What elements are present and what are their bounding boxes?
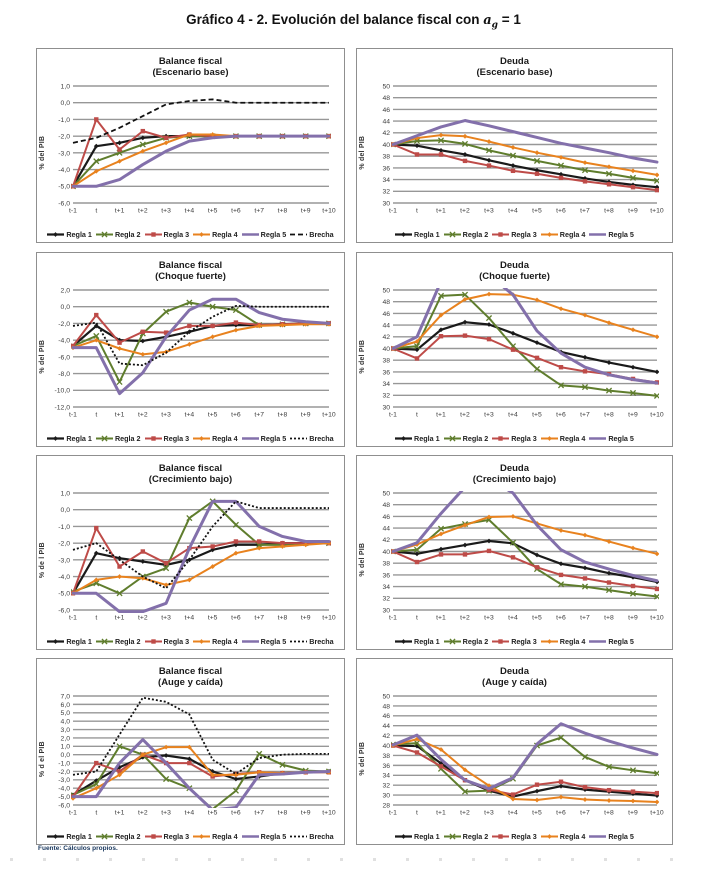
svg-text:t+5: t+5 bbox=[532, 207, 542, 215]
svg-text:48: 48 bbox=[382, 299, 390, 307]
svg-text:t-1: t-1 bbox=[69, 809, 77, 817]
svg-text:-6,0: -6,0 bbox=[58, 354, 70, 362]
svg-text:-12,0: -12,0 bbox=[54, 404, 70, 412]
svg-text:t+5: t+5 bbox=[207, 207, 218, 215]
plot-area bbox=[367, 489, 666, 623]
svg-text:-1,0: -1,0 bbox=[58, 760, 70, 768]
legend-item-regla-1: Regla 1 bbox=[47, 230, 92, 239]
svg-text:t+2: t+2 bbox=[460, 207, 470, 215]
svg-text:-2,0: -2,0 bbox=[58, 768, 70, 776]
svg-text:2,0: 2,0 bbox=[60, 735, 70, 743]
svg-text:t+1: t+1 bbox=[114, 411, 125, 419]
svg-text:t+1: t+1 bbox=[436, 614, 446, 622]
legend-item-regla-4: Regla 4 bbox=[193, 637, 238, 646]
svg-text:t+1: t+1 bbox=[436, 207, 446, 215]
svg-text:32: 32 bbox=[382, 392, 390, 400]
svg-text:3,0: 3,0 bbox=[60, 726, 70, 734]
legend-item-regla-5: Regla 5 bbox=[260, 832, 287, 841]
svg-text:46: 46 bbox=[382, 106, 390, 114]
legend-item-regla-1: Regla 1 bbox=[47, 637, 92, 646]
svg-text:t+8: t+8 bbox=[604, 411, 614, 419]
chart-subtitle: (Crecimiento bajo) bbox=[472, 474, 557, 485]
chart-deuda-auge-y-caida bbox=[356, 658, 673, 845]
svg-text:50: 50 bbox=[382, 287, 390, 295]
svg-text:t: t bbox=[416, 809, 418, 817]
svg-text:-6,0: -6,0 bbox=[58, 200, 70, 208]
svg-text:t+5: t+5 bbox=[532, 809, 542, 817]
chart-subtitle: (Auge y caída) bbox=[482, 677, 547, 688]
svg-text:28: 28 bbox=[382, 802, 390, 810]
svg-text:t+10: t+10 bbox=[322, 411, 336, 419]
svg-text:t: t bbox=[95, 411, 98, 419]
svg-text:t+8: t+8 bbox=[277, 411, 288, 419]
svg-text:t+9: t+9 bbox=[300, 614, 311, 622]
chart-subtitle: (Choque fuerte) bbox=[479, 271, 550, 282]
svg-text:t-1: t-1 bbox=[389, 411, 397, 419]
svg-text:42: 42 bbox=[382, 334, 390, 342]
svg-text:t+1: t+1 bbox=[114, 207, 125, 215]
svg-text:t+6: t+6 bbox=[556, 614, 566, 622]
svg-text:t+4: t+4 bbox=[508, 614, 518, 622]
svg-text:44: 44 bbox=[382, 525, 390, 533]
svg-text:t: t bbox=[416, 614, 418, 622]
legend-item-regla-1: Regla 1 bbox=[395, 434, 440, 443]
legend bbox=[359, 637, 670, 646]
svg-text:32: 32 bbox=[382, 782, 390, 790]
svg-text:t+3: t+3 bbox=[161, 411, 171, 419]
svg-text:t: t bbox=[95, 614, 98, 622]
legend bbox=[359, 230, 670, 239]
svg-text:-2,0: -2,0 bbox=[58, 540, 70, 548]
svg-text:t+1: t+1 bbox=[436, 809, 446, 817]
svg-text:-4,0: -4,0 bbox=[58, 166, 70, 174]
math-subscript-g: g bbox=[491, 20, 498, 31]
svg-text:-5,0: -5,0 bbox=[58, 794, 70, 802]
svg-text:44: 44 bbox=[382, 118, 390, 126]
svg-text:t+9: t+9 bbox=[628, 207, 638, 215]
legend bbox=[39, 230, 342, 239]
svg-text:-3,0: -3,0 bbox=[58, 150, 70, 158]
svg-text:t+7: t+7 bbox=[580, 614, 590, 622]
svg-text:t+4: t+4 bbox=[184, 614, 195, 622]
svg-text:t+8: t+8 bbox=[277, 207, 288, 215]
svg-text:1,0: 1,0 bbox=[60, 743, 70, 751]
svg-text:t+8: t+8 bbox=[277, 614, 288, 622]
y-axis-label: % de l PIB bbox=[39, 541, 46, 578]
svg-text:7,0: 7,0 bbox=[60, 693, 70, 701]
svg-text:44: 44 bbox=[382, 322, 390, 330]
svg-text:-4,0: -4,0 bbox=[58, 337, 70, 345]
svg-text:38: 38 bbox=[382, 357, 390, 365]
svg-text:48: 48 bbox=[382, 502, 390, 510]
legend bbox=[39, 832, 342, 841]
svg-text:46: 46 bbox=[382, 513, 390, 521]
legend-item-regla-5: Regla 5 bbox=[608, 832, 634, 841]
legend-item-regla-5: Regla 5 bbox=[608, 230, 634, 239]
chart-balance-fiscal-choque-fuerte bbox=[36, 252, 345, 447]
svg-text:38: 38 bbox=[382, 153, 390, 161]
svg-text:0,0: 0,0 bbox=[60, 304, 70, 312]
svg-text:t+9: t+9 bbox=[628, 614, 638, 622]
chart-subtitle: (Escenario base) bbox=[152, 67, 229, 78]
svg-text:t+3: t+3 bbox=[161, 614, 171, 622]
math-variable-a: a bbox=[483, 13, 492, 28]
svg-text:t-1: t-1 bbox=[389, 207, 397, 215]
svg-text:0,0: 0,0 bbox=[60, 752, 70, 760]
svg-text:t+8: t+8 bbox=[604, 207, 614, 215]
chart-title: Deuda bbox=[499, 463, 530, 474]
chart-subtitle: (Auge y caída) bbox=[158, 677, 223, 688]
plot-area bbox=[47, 692, 338, 818]
svg-text:40: 40 bbox=[382, 742, 390, 750]
svg-text:t+2: t+2 bbox=[460, 614, 470, 622]
svg-text:1,0: 1,0 bbox=[60, 490, 70, 498]
chart-title: Balance fiscal bbox=[158, 666, 223, 677]
svg-text:t+2: t+2 bbox=[460, 809, 470, 817]
svg-text:40: 40 bbox=[382, 548, 390, 556]
svg-text:t+3: t+3 bbox=[484, 809, 494, 817]
legend-item-regla-3: Regla 3 bbox=[145, 230, 190, 239]
svg-text:t-1: t-1 bbox=[389, 614, 397, 622]
legend-item-regla-3: Regla 3 bbox=[492, 637, 537, 646]
svg-text:t: t bbox=[416, 207, 418, 215]
svg-text:t+7: t+7 bbox=[254, 809, 265, 817]
svg-text:t+5: t+5 bbox=[532, 614, 542, 622]
chart-title: Balance fiscal bbox=[158, 463, 223, 474]
svg-text:t+2: t+2 bbox=[137, 614, 148, 622]
legend bbox=[359, 434, 670, 443]
svg-text:t+5: t+5 bbox=[207, 411, 218, 419]
svg-text:t: t bbox=[95, 207, 98, 215]
svg-text:44: 44 bbox=[382, 723, 390, 731]
legend-item-regla-4: Regla 4 bbox=[193, 230, 238, 239]
svg-text:38: 38 bbox=[382, 752, 390, 760]
chart-balance-fiscal-escenario-base bbox=[36, 48, 345, 243]
svg-text:t+8: t+8 bbox=[604, 809, 614, 817]
svg-text:34: 34 bbox=[382, 772, 390, 780]
svg-text:t+7: t+7 bbox=[254, 207, 265, 215]
svg-text:t+7: t+7 bbox=[254, 411, 265, 419]
page-title-equals: = 1 bbox=[497, 12, 521, 27]
svg-text:t+7: t+7 bbox=[254, 614, 265, 622]
svg-text:34: 34 bbox=[382, 177, 390, 184]
plot-area bbox=[367, 286, 666, 420]
svg-text:t+4: t+4 bbox=[508, 207, 518, 215]
legend-item-regla-4: Regla 4 bbox=[541, 230, 586, 239]
svg-text:t-1: t-1 bbox=[69, 411, 77, 419]
svg-text:-3,0: -3,0 bbox=[58, 777, 70, 785]
legend-item-regla-4: Regla 4 bbox=[541, 832, 586, 841]
chart-subtitle: (Crecimiento bajo) bbox=[148, 474, 233, 485]
svg-text:t+4: t+4 bbox=[184, 809, 195, 817]
legend-item-regla-2: Regla 2 bbox=[444, 832, 489, 841]
svg-text:-4,0: -4,0 bbox=[58, 785, 70, 793]
svg-text:50: 50 bbox=[382, 83, 390, 91]
y-axis-label: % d el PIB bbox=[39, 740, 46, 777]
source-note: Fuente: Cálculos propios. bbox=[38, 845, 118, 852]
chart-deuda-choque-fuerte bbox=[356, 252, 673, 447]
svg-text:-2,0: -2,0 bbox=[58, 133, 70, 141]
svg-text:36: 36 bbox=[382, 165, 390, 173]
svg-text:t+6: t+6 bbox=[231, 614, 241, 622]
legend-item-regla-4: Regla 4 bbox=[193, 832, 238, 841]
svg-text:-6,0: -6,0 bbox=[58, 802, 70, 810]
svg-text:42: 42 bbox=[382, 733, 390, 741]
svg-text:t+10: t+10 bbox=[650, 614, 664, 622]
svg-text:t+10: t+10 bbox=[322, 207, 336, 215]
svg-text:-2,0: -2,0 bbox=[58, 320, 70, 328]
svg-text:t+6: t+6 bbox=[556, 809, 566, 817]
svg-text:34: 34 bbox=[382, 381, 390, 388]
chart-subtitle: (Choque fuerte) bbox=[155, 271, 226, 282]
svg-text:t+4: t+4 bbox=[508, 809, 518, 817]
svg-text:t+10: t+10 bbox=[650, 207, 664, 215]
svg-text:38: 38 bbox=[382, 560, 390, 568]
legend-item-regla-3: Regla 3 bbox=[145, 434, 190, 443]
chart-balance-fiscal-crecimiento-bajo bbox=[36, 455, 345, 650]
svg-text:t+7: t+7 bbox=[580, 207, 590, 215]
svg-text:-4,0: -4,0 bbox=[58, 573, 70, 581]
svg-text:t+10: t+10 bbox=[650, 809, 664, 817]
svg-text:t+5: t+5 bbox=[207, 614, 218, 622]
legend-item-regla-2: Regla 2 bbox=[96, 230, 141, 239]
svg-text:48: 48 bbox=[382, 703, 390, 711]
svg-text:2,0: 2,0 bbox=[60, 287, 70, 295]
svg-text:t+10: t+10 bbox=[650, 411, 664, 419]
legend-item-brecha: Brecha bbox=[309, 832, 334, 841]
svg-text:40: 40 bbox=[382, 141, 390, 149]
y-axis-label: % del PIB bbox=[359, 339, 366, 374]
svg-text:4,0: 4,0 bbox=[60, 718, 70, 726]
svg-text:t+5: t+5 bbox=[532, 411, 542, 419]
svg-text:30: 30 bbox=[382, 404, 390, 412]
legend-item-regla-4: Regla 4 bbox=[541, 637, 586, 646]
legend bbox=[359, 832, 670, 841]
svg-text:t-1: t-1 bbox=[69, 614, 77, 622]
chart-deuda-escenario-base bbox=[356, 48, 673, 243]
svg-text:t+3: t+3 bbox=[484, 614, 494, 622]
legend-item-regla-1: Regla 1 bbox=[395, 832, 440, 841]
legend-item-regla-1: Regla 1 bbox=[395, 637, 440, 646]
legend-item-regla-4: Regla 4 bbox=[193, 434, 238, 443]
svg-text:t+1: t+1 bbox=[114, 809, 125, 817]
y-axis-label: % del PIB bbox=[39, 339, 46, 374]
svg-text:30: 30 bbox=[382, 792, 390, 800]
page-title-text: Gráfico 4 - 2. Evolución del balance fiscal con bbox=[186, 12, 484, 27]
svg-text:t: t bbox=[95, 809, 98, 817]
svg-text:t+10: t+10 bbox=[322, 614, 336, 622]
svg-text:46: 46 bbox=[382, 310, 390, 318]
svg-text:t+6: t+6 bbox=[231, 411, 241, 419]
plot-area bbox=[47, 82, 338, 216]
legend bbox=[39, 434, 342, 443]
svg-text:0,0: 0,0 bbox=[60, 507, 70, 515]
y-axis-label: % del PIB bbox=[359, 135, 366, 170]
svg-text:t+3: t+3 bbox=[484, 207, 494, 215]
legend-item-regla-1: Regla 1 bbox=[47, 434, 92, 443]
svg-text:t+1: t+1 bbox=[436, 411, 446, 419]
svg-text:36: 36 bbox=[382, 369, 390, 377]
y-axis-label: % del PIB bbox=[39, 135, 46, 170]
chart-subtitle: (Escenario base) bbox=[476, 67, 553, 78]
plot-area bbox=[367, 82, 666, 216]
svg-text:-10,0: -10,0 bbox=[54, 387, 70, 395]
chart-title: Deuda bbox=[499, 56, 530, 67]
legend-item-regla-2: Regla 2 bbox=[444, 434, 489, 443]
svg-text:t+6: t+6 bbox=[556, 207, 566, 215]
svg-text:t+3: t+3 bbox=[161, 809, 171, 817]
legend-item-brecha: Brecha bbox=[309, 637, 334, 646]
svg-text:t+9: t+9 bbox=[300, 411, 311, 419]
legend-item-regla-4: Regla 4 bbox=[541, 434, 586, 443]
legend-item-regla-5: Regla 5 bbox=[260, 637, 287, 646]
svg-text:t+3: t+3 bbox=[484, 411, 494, 419]
legend-item-regla-1: Regla 1 bbox=[47, 832, 92, 841]
svg-text:40: 40 bbox=[382, 345, 390, 353]
page-title bbox=[0, 12, 707, 31]
svg-text:46: 46 bbox=[382, 713, 390, 721]
legend-item-regla-3: Regla 3 bbox=[492, 434, 537, 443]
svg-text:t+7: t+7 bbox=[580, 809, 590, 817]
svg-text:36: 36 bbox=[382, 572, 390, 580]
svg-text:-1,0: -1,0 bbox=[58, 523, 70, 531]
svg-text:t+8: t+8 bbox=[277, 809, 288, 817]
svg-text:t+9: t+9 bbox=[628, 809, 638, 817]
svg-text:t+10: t+10 bbox=[322, 809, 336, 817]
svg-text:t+6: t+6 bbox=[556, 411, 566, 419]
svg-text:t+3: t+3 bbox=[161, 207, 171, 215]
svg-text:t: t bbox=[416, 411, 418, 419]
legend-item-regla-5: Regla 5 bbox=[608, 637, 634, 646]
svg-text:t+1: t+1 bbox=[114, 614, 125, 622]
svg-text:-8,0: -8,0 bbox=[58, 370, 70, 378]
legend-item-regla-2: Regla 2 bbox=[96, 832, 141, 841]
plot-area bbox=[47, 286, 338, 420]
svg-text:5,0: 5,0 bbox=[60, 710, 70, 718]
svg-text:t+7: t+7 bbox=[580, 411, 590, 419]
svg-text:-3,0: -3,0 bbox=[58, 557, 70, 565]
plot-area bbox=[47, 489, 338, 623]
chart-title: Balance fiscal bbox=[158, 56, 223, 67]
svg-text:t+6: t+6 bbox=[231, 207, 241, 215]
svg-text:-5,0: -5,0 bbox=[58, 183, 70, 191]
legend-item-regla-3: Regla 3 bbox=[492, 832, 537, 841]
svg-text:t+9: t+9 bbox=[300, 207, 311, 215]
svg-text:t+6: t+6 bbox=[231, 809, 241, 817]
chart-title: Deuda bbox=[499, 260, 530, 271]
svg-text:t-1: t-1 bbox=[69, 207, 77, 215]
y-axis-label: % del PIB bbox=[359, 542, 366, 577]
svg-text:-1,0: -1,0 bbox=[58, 116, 70, 124]
svg-text:-5,0: -5,0 bbox=[58, 590, 70, 598]
legend-item-regla-5: Regla 5 bbox=[260, 230, 287, 239]
y-axis-label: % del PIB bbox=[359, 741, 366, 776]
svg-text:t+2: t+2 bbox=[137, 207, 148, 215]
svg-text:36: 36 bbox=[382, 762, 390, 770]
svg-text:t+2: t+2 bbox=[137, 411, 148, 419]
chart-balance-fiscal-auge-y-caida bbox=[36, 658, 345, 845]
legend-item-regla-2: Regla 2 bbox=[96, 434, 141, 443]
legend-item-regla-2: Regla 2 bbox=[96, 637, 141, 646]
svg-text:30: 30 bbox=[382, 200, 390, 208]
svg-text:42: 42 bbox=[382, 130, 390, 138]
legend-item-regla-3: Regla 3 bbox=[145, 637, 190, 646]
svg-text:6,0: 6,0 bbox=[60, 701, 70, 709]
svg-text:30: 30 bbox=[382, 607, 390, 615]
svg-text:t+5: t+5 bbox=[207, 809, 218, 817]
svg-text:t+2: t+2 bbox=[137, 809, 148, 817]
legend-item-regla-5: Regla 5 bbox=[260, 434, 287, 443]
svg-text:0,0: 0,0 bbox=[60, 100, 70, 108]
svg-text:t+2: t+2 bbox=[460, 411, 470, 419]
svg-text:-6,0: -6,0 bbox=[58, 607, 70, 615]
chart-title: Balance fiscal bbox=[158, 260, 223, 271]
svg-text:42: 42 bbox=[382, 537, 390, 545]
chart-deuda-crecimiento-bajo bbox=[356, 455, 673, 650]
svg-text:34: 34 bbox=[382, 584, 390, 591]
legend-item-regla-5: Regla 5 bbox=[608, 434, 634, 443]
svg-text:32: 32 bbox=[382, 595, 390, 603]
svg-text:t+4: t+4 bbox=[184, 207, 195, 215]
legend-item-regla-3: Regla 3 bbox=[145, 832, 190, 841]
legend-item-brecha: Brecha bbox=[309, 434, 334, 443]
svg-text:t+4: t+4 bbox=[508, 411, 518, 419]
legend-item-regla-2: Regla 2 bbox=[444, 637, 489, 646]
chart-title: Deuda bbox=[499, 666, 530, 677]
legend-item-regla-3: Regla 3 bbox=[492, 230, 537, 239]
svg-text:32: 32 bbox=[382, 188, 390, 196]
svg-text:50: 50 bbox=[382, 490, 390, 498]
legend-item-brecha: Brecha bbox=[309, 230, 334, 239]
svg-text:48: 48 bbox=[382, 95, 390, 103]
svg-text:t+8: t+8 bbox=[604, 614, 614, 622]
legend bbox=[39, 637, 342, 646]
legend-item-regla-2: Regla 2 bbox=[444, 230, 489, 239]
svg-text:t-1: t-1 bbox=[389, 809, 397, 817]
svg-text:t+4: t+4 bbox=[184, 411, 195, 419]
plot-area bbox=[367, 692, 666, 818]
svg-text:50: 50 bbox=[382, 693, 390, 701]
page-bottom-artifact-marks bbox=[10, 858, 700, 861]
svg-text:t+9: t+9 bbox=[300, 809, 311, 817]
legend-item-regla-1: Regla 1 bbox=[395, 230, 440, 239]
svg-text:t+9: t+9 bbox=[628, 411, 638, 419]
svg-text:1,0: 1,0 bbox=[60, 83, 70, 91]
